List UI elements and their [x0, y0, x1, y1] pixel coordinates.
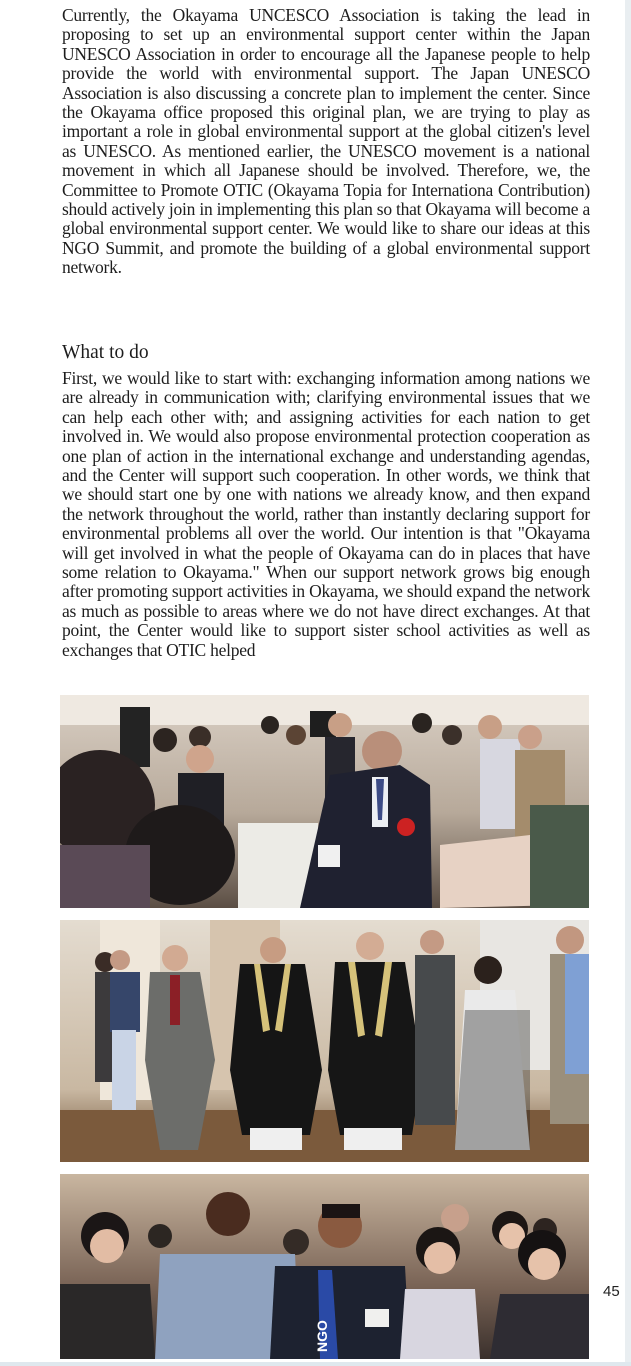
- photo-procession: [60, 920, 589, 1162]
- body-paragraph-2: First, we would like to start with: exchanging information among nations we are already in communication with; clarifying environmental issues that we can help each other with; and assigning activities for each nation to get involved in. We would also propose environmental protection cooperation as one plan of action in the international exchange and understanding agendas, and the Center will support such cooperation. In other words, we think that we should start one by one with nations we already know, and then expand the network throughout the world, rather than instantly declaring support for environmental problems all over the world. Our intention is that "Okayama will get involved in what the people of Okayama can do in places that have some relation to Okayama." When our support network grows big enough after promoting support activities in Okayama, we should expand the network as much as possible to areas where we do not have direct exchanges. At that point, the Center would like to support sister school activities as well as exchanges that OTIC helped: [62, 368, 590, 660]
- bottom-edge: [0, 1362, 631, 1366]
- sash-ngo-text: NGO: [314, 1320, 330, 1352]
- section-heading: What to do: [62, 342, 149, 363]
- body-paragraph-1: Currently, the Okayama UNCESCO Association is taking the lead in proposing to set up an environmental support center within the Japan UNESCO Association in order to encourage all the Japanese people to help provide the world with environmental support. The Japan UNESCO Association is also discussing a concrete plan to implement the center. Since the Okayama office proposed this original plan, we are trying to play as important a role in global environmental support at the global citizen's level as UNESCO. As mentioned earlier, the UNESCO movement is a national movement in which all Japanese should be involved. Therefore, we, the Committee to Promote OTIC (Okayama Topia for Internationa Contribution) should actively join in implementing this plan so that Okayama will become a global environmental support center. We would like to share our ideas at this NGO Summit, and promote the building of a global environmental support network.: [62, 5, 590, 278]
- photo-group-portrait: [60, 1174, 589, 1359]
- photo-reception-bow: [60, 695, 589, 908]
- page-edge: [625, 0, 631, 1366]
- page-number: 45: [603, 1283, 620, 1300]
